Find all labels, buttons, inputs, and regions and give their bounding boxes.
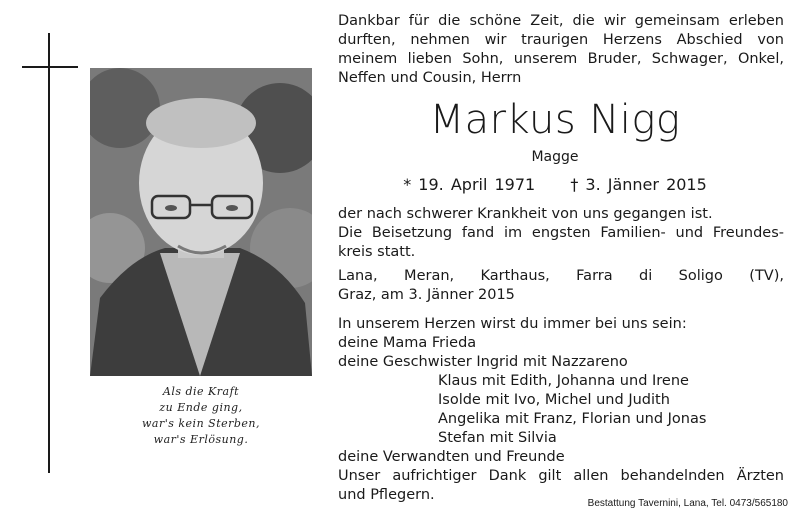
mourner-sibling: Angelika mit Franz, Florian und Jonas xyxy=(438,411,707,427)
portrait-photo xyxy=(90,68,312,376)
cross-vertical-bar xyxy=(48,33,50,473)
mourner-sibling: Isolde mit Ivo, Michel und Judith xyxy=(438,392,670,408)
intro-text xyxy=(338,12,784,88)
intro-line: meinem lieben Sohn, unserem Bruder, Schwager, Onkel, xyxy=(338,51,784,67)
death-notice-text xyxy=(338,205,784,262)
quote-line: Als die Kraft xyxy=(162,385,240,398)
birth-date: * 19. April 1971 xyxy=(403,175,536,194)
cross-horizontal-bar xyxy=(22,66,78,68)
mourner-relatives: deine Verwandten und Freunde xyxy=(338,449,565,465)
after-line: kreis statt. xyxy=(338,244,416,260)
funeral-home-credit: Bestattung Tavernini, Lana, Tel. 0473/565180 xyxy=(587,498,788,509)
deceased-nickname: Magge xyxy=(531,149,579,165)
mourner-mother: deine Mama Frieda xyxy=(338,335,477,351)
place-line: Graz, am 3. Jänner 2015 xyxy=(338,287,515,303)
life-dates xyxy=(338,175,772,195)
thanks-line: und Pflegern. xyxy=(338,487,435,503)
intro-line: durften, nehmen wir traurigen Herzens Abschied von xyxy=(338,32,784,48)
mourners-heading: In unserem Herzen wirst du immer bei uns sein: xyxy=(338,316,687,332)
after-line: Die Beisetzung fand im engsten Familien- und Freundes- xyxy=(338,225,784,241)
mourners-list xyxy=(338,315,784,467)
deceased-name: Markus Nigg xyxy=(429,97,681,143)
mourner-siblings: deine Geschwister Ingrid mit Nazzareno xyxy=(338,354,628,370)
thanks-line: Unser aufrichtiger Dank gilt allen behandelnden Ärzten xyxy=(338,468,784,484)
intro-line: Dankbar für die schöne Zeit, die wir gemeinsam erleben xyxy=(338,13,784,29)
death-date: † 3. Jänner 2015 xyxy=(570,175,707,194)
place-and-date xyxy=(338,267,784,305)
mourner-sibling: Klaus mit Edith, Johanna und Irene xyxy=(438,373,689,389)
quote-line: war's Erlösung. xyxy=(153,433,249,446)
intro-line: Neffen und Cousin, Herrn xyxy=(338,70,522,86)
mourner-sibling: Stefan mit Silvia xyxy=(438,430,557,446)
quote-line: zu Ende ging, xyxy=(159,401,243,414)
place-line: Lana, Meran, Karthaus, Farra di Soligo (TV), xyxy=(338,268,784,284)
quote-line: war's kein Sterben, xyxy=(141,417,261,430)
after-line: der nach schwerer Krankheit von uns gegangen ist. xyxy=(338,206,713,222)
memorial-quote xyxy=(90,384,312,448)
